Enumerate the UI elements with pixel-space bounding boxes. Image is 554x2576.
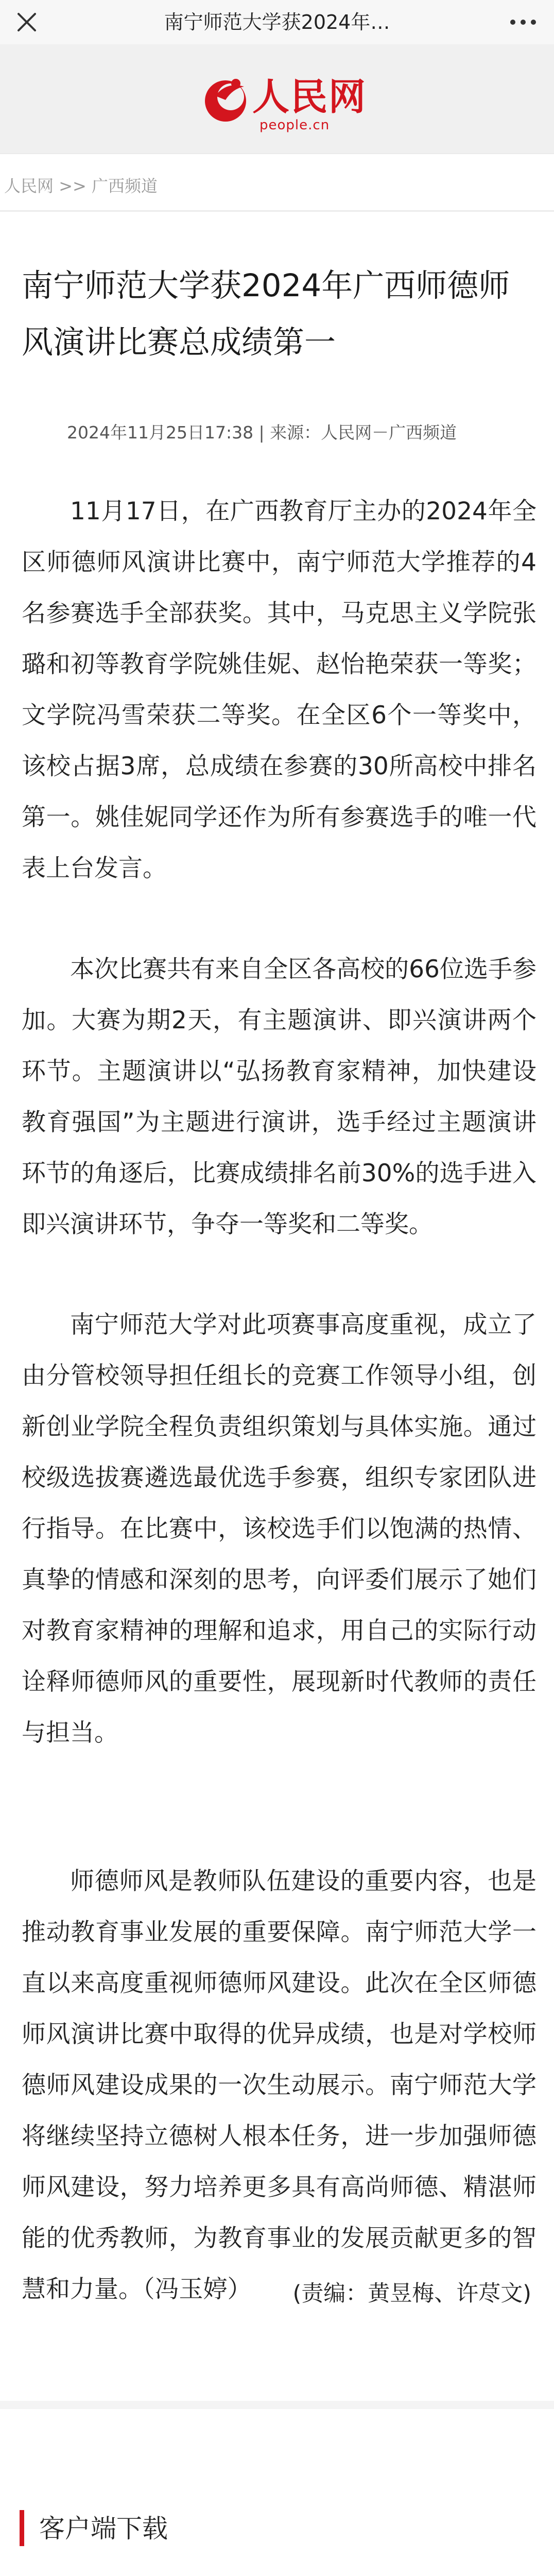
section-divider [0,2401,554,2409]
breadcrumb-separator: >> [59,176,86,196]
more-icon[interactable] [508,13,539,31]
window-title: 南宁师范大学获2024年… [164,11,390,33]
article-paragraph: 11月17日，在广西教育厅主办的2024年全区师德师风演讲比赛中，南宁师范大学推荐的4名参赛选手全部获奖。其中，马克思主义学院张璐和初等教育学院姚佳妮、赵怡艳荣获一等奖；文学院冯雪荣获二等奖。在全区6个一等奖中，该校占据3席，总成绩在参赛的30所高校中排名第一。姚佳妮同学还作为所有参赛选手的唯一代表上台发言。 [22,497,536,883]
close-icon[interactable] [13,9,40,36]
editor-credit: (责编：黄昱梅、许荩文) [292,2281,531,2307]
section-accent-bar [20,2510,24,2546]
people-logo-mark-icon [200,71,256,128]
download-section-title: 客户端下载 [39,2514,168,2544]
site-logo[interactable] [195,64,367,136]
divider [0,210,554,212]
logo-text-cn: 人民网 [252,75,367,118]
article-paragraph: 南宁师范大学对此项赛事高度重视，成立了由分管校领导担任组长的竞赛工作领导小组，创新创业学院全程负责组织策划与具体实施。通过校级选拔赛遴选最优选手参赛，组织专家团队进行指导。在比赛中，该校选手们以饱满的热情、真挚的情感和深刻的思考，向评委们展示了她们对教育家精神的理解和追求，用自己的实际行动诠释师德师风的重要性，展现新时代教师的责任与担当。 [22,1311,536,1747]
logo-text-en: people.cn [259,117,330,133]
breadcrumb [4,173,158,197]
breadcrumb-channel-link[interactable]: 广西频道 [91,176,158,196]
article-paragraph: 本次比赛共有来自全区各高校的66位选手参加。大赛为期2天，有主题演讲、即兴演讲两个环节。主题演讲以“弘扬教育家精神，加快建设教育强国”为主题进行演讲，选手经过主题演讲环节的角逐后，比赛成绩排名前30%的选手进入即兴演讲环节，争夺一等奖和二等奖。 [22,955,536,1239]
site-header [0,44,554,154]
article-meta: 2024年11月25日17:38 | 来源：人民网－广西频道 [67,422,457,443]
breadcrumb-home-link[interactable]: 人民网 [4,176,54,196]
top-bar [0,0,554,44]
article-title: 南宁师范大学获2024年广西师德师风演讲比赛总成绩第一 [22,267,510,361]
article-paragraph: 师德师风是教师队伍建设的重要内容，也是推动教育事业发展的重要保障。南宁师范大学一直以来高度重视师德师风建设。此次在全区师德师风演讲比赛中取得的优异成绩，也是对学校师德师风建设成果的一次生动展示。南宁师范大学将继续坚持立德树人根本任务，进一步加强师德师风建设，努力培养更多具有高尚师德、精湛师能的优秀教师，为教育事业的发展贡献更多的智慧和力量。（冯玉婷） [22,1867,536,2303]
